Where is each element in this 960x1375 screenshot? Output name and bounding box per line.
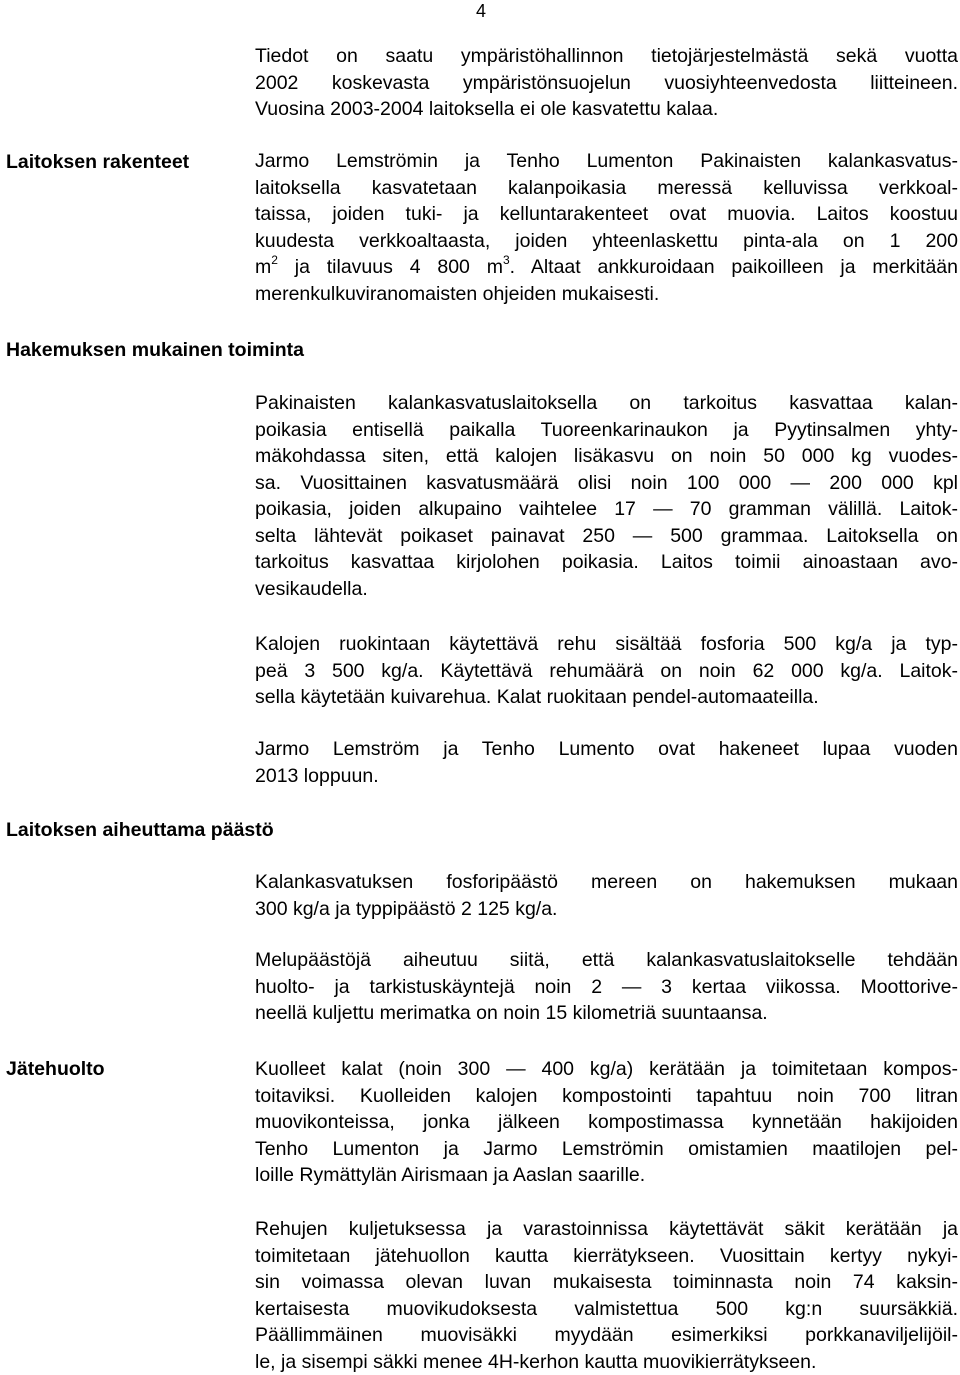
- text-line: Pakinaisten kalankasvatuslaitoksella on tarkoitus kasvattaa kalan-: [255, 392, 958, 414]
- text-line: taissa, joiden tuki- ja kelluntarakenteet ovat muovia. Laitos koostuu: [255, 203, 958, 225]
- text-line: Melupäästöjä aiheutuu siitä, että kalankasvatuslaitokselle tehdään: [255, 949, 958, 971]
- text-line-with-units: [255, 254, 958, 281]
- text-line: 2013 loppuun.: [255, 764, 379, 787]
- paragraph-dead-fish: [255, 1056, 958, 1189]
- heading-hakemuksen-mukainen-toiminta: Hakemuksen mukainen toiminta: [6, 339, 305, 361]
- text-line: vesikaudella.: [255, 577, 368, 600]
- paragraph-permit: [255, 736, 958, 789]
- heading-laitoksen-aiheuttama-paasto: Laitoksen aiheuttama päästö: [6, 819, 274, 841]
- paragraph-noise: [255, 947, 958, 1027]
- paragraph-structures: [255, 148, 958, 307]
- text-fragment: ja tilavuus 4 800 m: [277, 256, 503, 278]
- text-line: merenkulkuviranomaisten ohjeiden mukaisesti.: [255, 282, 660, 305]
- text-line: Kalojen ruokintaan käytettävä rehu sisältää fosforia 500 kg/a ja typ-: [255, 633, 958, 655]
- superscript-2: 2: [271, 252, 278, 267]
- text-line: Vuosina 2003-2004 laitoksella ei ole kasvatettu kalaa.: [255, 98, 719, 120]
- text-line: mäkohdassa siten, että kalojen lisäkasvu on noin 50 000 kg vuodes-: [255, 445, 958, 467]
- text-line: laitoksella kasvatetaan kalanpoikasia meressä kelluvissa verkkoal-: [255, 176, 958, 199]
- superscript-3: 3: [502, 252, 510, 267]
- text-line: huolto- ja tarkistuskäyntejä noin 2 — 3 kertaa viikossa. Moottorive-: [255, 975, 958, 998]
- text-fragment: m: [255, 256, 272, 278]
- text-line: Kalankasvatuksen fosforipäästö mereen on hakemuksen mukaan: [255, 871, 958, 893]
- page-number: 4: [476, 1, 487, 21]
- text-line: le, ja sisempi säkki menee 4H-kerhon kautta muovikierrätykseen.: [255, 1350, 817, 1373]
- text-line: poikasia entisellä paikalla Tuoreenkarinaukon ja Pyytinsalmen yhty-: [255, 418, 958, 441]
- text-line: Rehujen kuljetuksessa ja varastoinnissa käytettävät säkit kerätään ja: [255, 1218, 958, 1240]
- paragraph-emissions: [255, 869, 958, 922]
- text-line: Jarmo Lemströmin ja Tenho Lumenton Pakinaisten kalankasvatus-: [255, 150, 958, 172]
- text-line: loille Rymättylän Airismaan ja Aaslan saarille.: [255, 1164, 646, 1186]
- heading-jatehuolto: Jätehuolto: [6, 1058, 105, 1080]
- paragraph-feeding: [255, 631, 958, 711]
- text-line: Kuolleet kalat (noin 300 — 400 kg/a) kerätään ja toimitetaan kompos-: [255, 1058, 958, 1080]
- text-line: neellä kuljettu merimatka on noin 15 kilometriä suuntaansa.: [255, 1002, 768, 1024]
- text-line: toitaviksi. Kuolleiden kalojen kompostointi tapahtuu noin 700 litran: [255, 1084, 958, 1107]
- text-line: Jarmo Lemström ja Tenho Lumento ovat hakeneet lupaa vuoden: [255, 738, 958, 760]
- text-line: tarkoitus kasvattaa kirjolohen poikasia. Laitos toimii ainoastaan avo-: [255, 551, 958, 573]
- text-line: selta lähtevät poikaset painavat 250 — 500 grammaa. Laitoksella on: [255, 524, 958, 547]
- paragraph-sacks: [255, 1216, 958, 1375]
- text-line: toimitetaan jätehuollon kautta kierrätykseen. Vuosittain kertyy nykyi-: [255, 1244, 958, 1267]
- text-line: 300 kg/a ja typpipäästö 2 125 kg/a.: [255, 897, 558, 920]
- paragraph-operation: [255, 390, 958, 602]
- text-line: kertaisesta muovikudoksesta valmistettua 500 kg:n suursäkkiä.: [255, 1297, 958, 1320]
- text-line: sella käytetään kuivarehua. Kalat ruokitaan pendel-automaateilla.: [255, 686, 819, 708]
- text-line: poikasia, joiden alkupaino vaihtelee 17 — 70 gramman välillä. Laitok-: [255, 498, 958, 520]
- text-line: peä 3 500 kg/a. Käytettävä rehumäärä on noin 62 000 kg/a. Laitok-: [255, 659, 958, 682]
- text-line: Tenho Lumenton ja Jarmo Lemströmin omistamien maatilojen pel-: [255, 1137, 958, 1160]
- text-line: Päällimmäinen muovisäkki myydään esimerkiksi porkkanaviljelijöil-: [255, 1324, 958, 1346]
- text-line: Tiedot on saatu ympäristöhallinnon tietojärjestelmästä sekä vuotta: [255, 45, 958, 67]
- text-line: sa. Vuosittainen kasvatusmäärä olisi noin 100 000 — 200 000 kpl: [255, 471, 958, 494]
- text-fragment: . Altaat ankkuroidaan paikoilleen ja merkitään: [509, 256, 958, 278]
- paragraph-data-source: [255, 43, 958, 123]
- text-line: kuudesta verkkoaltaasta, joiden yhteenlaskettu pinta-ala on 1 200: [255, 229, 958, 252]
- heading-laitoksen-rakenteet: Laitoksen rakenteet: [6, 151, 190, 173]
- text-line: 2002 koskevasta ympäristönsuojelun vuosiyhteenvedosta liitteineen.: [255, 71, 958, 94]
- text-line: sin voimassa olevan luvan mukaisesta toiminnasta noin 74 kaksin-: [255, 1271, 958, 1293]
- text-line: muovikonteissa, jonka jälkeen kompostimassa kynnetään hakijoiden: [255, 1111, 958, 1133]
